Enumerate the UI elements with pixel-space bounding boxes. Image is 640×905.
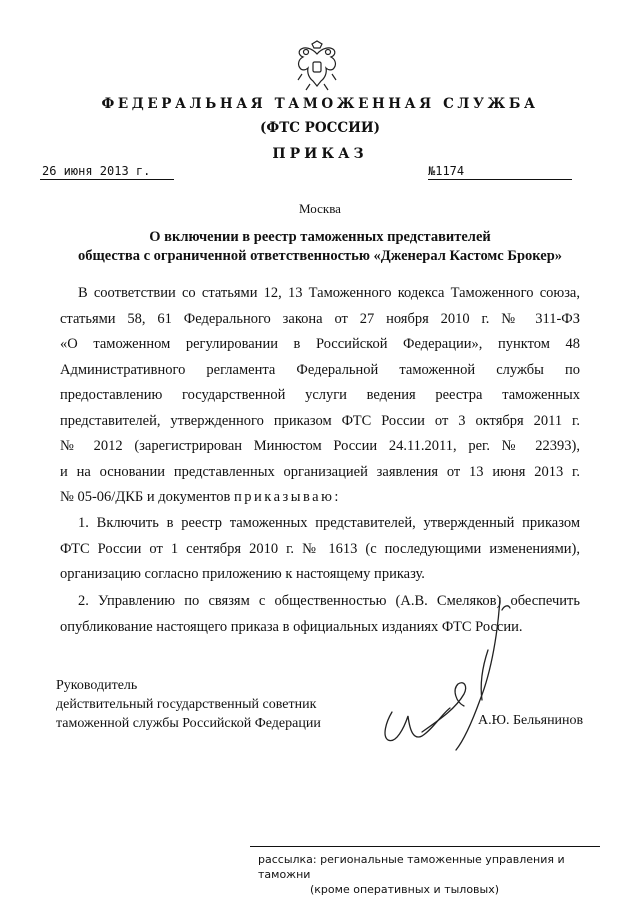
order-number: №1174	[428, 163, 572, 180]
handwritten-signature	[352, 590, 562, 770]
order-title-line: О включении в реестр таможенных представителей	[149, 229, 491, 245]
item-line: ФТС России от 1 сентября 2010 г. № 1613 (с последующими изменениями),	[60, 540, 580, 557]
preamble-line: № 2012 (зарегистрирован Минюстом России 24.11.2011, рег. № 22393),	[60, 438, 580, 454]
preamble-line: «О таможенном регулировании в Российской Федерации», пунктом 48	[60, 336, 580, 352]
preamble-line: статьями 58, 61 Федерального закона от 27 ноября 2010 г. № 311-ФЗ	[60, 310, 580, 327]
order-title	[60, 228, 580, 266]
agency-short-name: (ФТС РОССИИ)	[260, 120, 380, 136]
agency-name: ФЕДЕРАЛЬНАЯ ТАМОЖЕННАЯ СЛУЖБА	[101, 96, 539, 112]
preamble-line: представителей, утвержденного приказом ФТС России от 3 октября 2011 г.	[60, 412, 580, 429]
preamble-line: предоставлению государственной услуги ведения реестра таможенных	[60, 387, 580, 403]
distribution-list	[258, 852, 608, 897]
order-word: приказываю:	[233, 489, 341, 505]
preamble-line: Административного регламента Федеральной таможенной службы по	[60, 361, 580, 378]
city: Москва	[299, 201, 341, 216]
order-item-1	[60, 511, 580, 588]
divider	[250, 846, 600, 847]
signatory-title-line: таможенной службы Российской Федерации	[56, 716, 321, 731]
item-line: 2. Управлению по связям с общественностью (А.В. Смеляков) обеспечить	[78, 593, 580, 609]
preamble-line	[60, 485, 580, 511]
preamble	[60, 281, 580, 511]
preamble-last-line: № 05-06/ДКБ и документов	[60, 489, 231, 505]
signatory-title-line: Руководитель	[56, 678, 138, 693]
order-title-line: общества с ограниченной ответственностью «Дженерал Кастомс Брокер»	[77, 248, 563, 264]
order-date: 26 июня 2013 г.	[40, 163, 174, 180]
document-type: ПРИКАЗ	[272, 146, 368, 162]
item-line: 1. Включить в реестр таможенных представителей, утвержденный приказом	[78, 515, 580, 531]
item-line: организацию согласно приложению к настоящему приказу.	[60, 566, 425, 582]
item-line: опубликование настоящего приказа в официальных изданиях ФТС России.	[60, 618, 523, 635]
distribution-line: (кроме оперативных и тыловых)	[310, 883, 500, 896]
signatory-title-line: действительный государственный советник	[56, 697, 317, 712]
double-headed-eagle-icon	[292, 40, 342, 92]
preamble-line: и на основании представленных организацией заявления от 13 июня 2013 г.	[60, 463, 580, 480]
signatory-name: А.Ю. Бельянинов	[478, 713, 584, 728]
signatory-title	[56, 676, 376, 733]
coat-of-arms-emblem	[292, 40, 342, 92]
distribution-line: рассылка: региональные таможенные управления и таможни	[258, 853, 565, 881]
preamble-line: В соответствии со статьями 12, 13 Таможенного кодекса Таможенного союза,	[78, 285, 580, 301]
